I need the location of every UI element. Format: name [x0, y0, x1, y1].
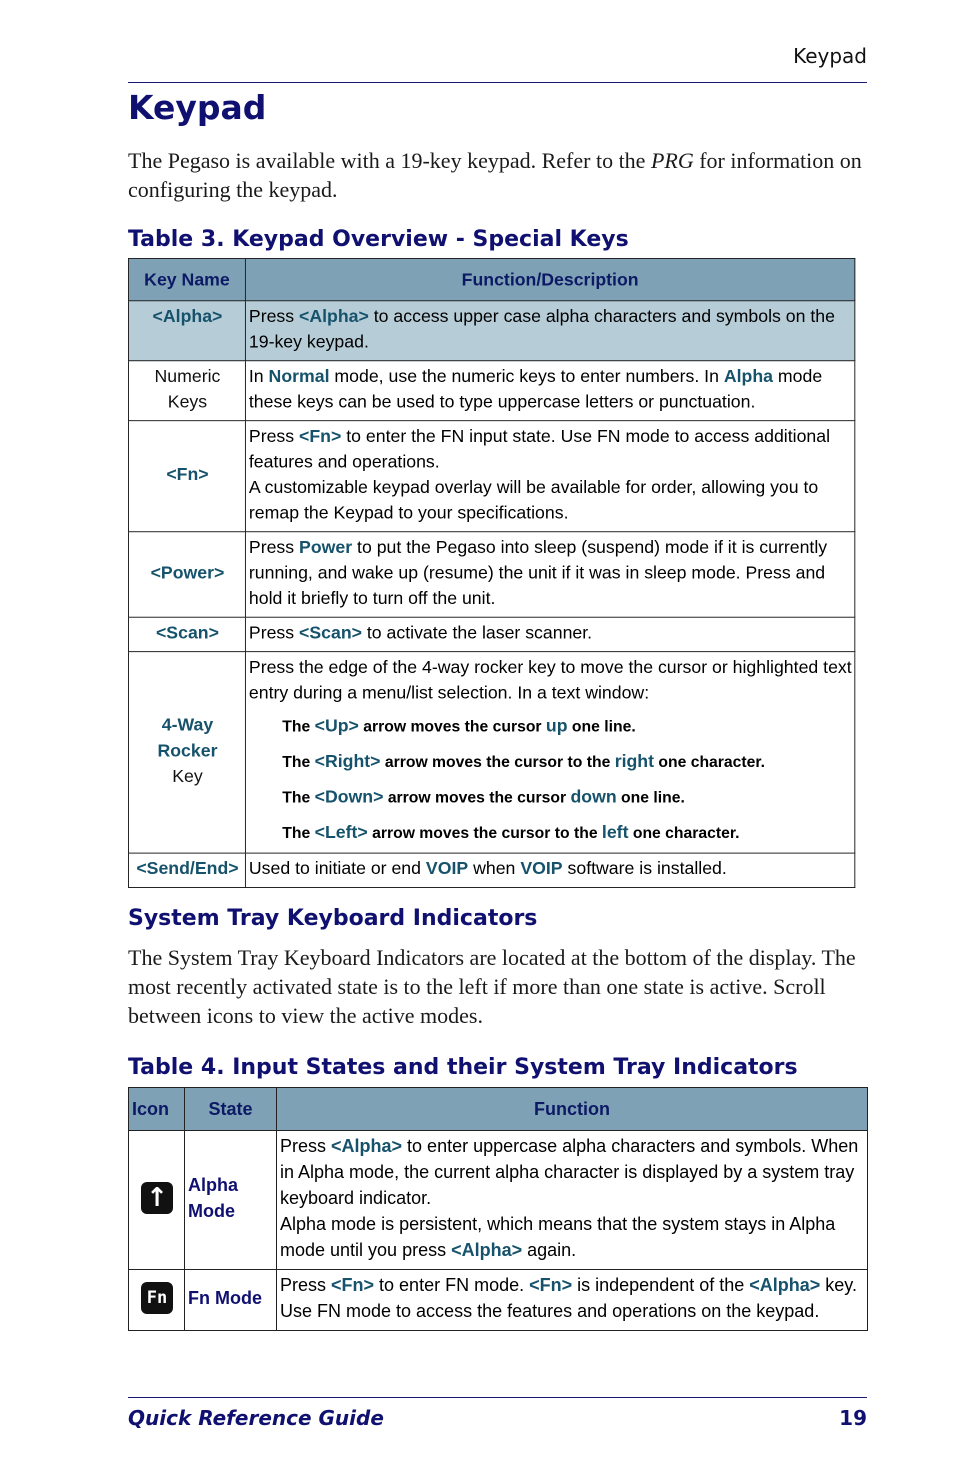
table-row [128, 853, 854, 887]
rocker-right: The <Right> arrow moves the cursor to the right one character. [282, 751, 766, 772]
fn-mode-icon: Fn [141, 1282, 173, 1314]
desc-numeric: In Normal mode, use the numeric keys to enter numbers. In Alpha mode these keys can be used to type uppercase letters or punctuation. [245, 361, 854, 421]
alpha-mode-icon: ↑ [141, 1182, 173, 1214]
table-header-row [128, 258, 854, 300]
desc-power: Press Power to put the Pegaso into sleep (suspend) mode if it is currently running, and wake up (resume) the unit if it was in sleep mode. Press and hold it briefly to turn off the unit. [245, 532, 854, 618]
rocker-up: The <Up> arrow moves the cursor up one line. [282, 716, 636, 736]
col-key-name: Key Name [128, 258, 245, 300]
rocker-left: The <Left> arrow moves the cursor to the left one character. [282, 822, 740, 842]
page-header [128, 40, 867, 83]
col-state: State [185, 1088, 277, 1131]
key-power: <Power> [128, 532, 245, 618]
function-alpha-mode: Press <Alpha> to enter uppercase alpha characters and symbols. When in Alpha mode, the current alpha character is displayed by a system tray keyboard indicator. Alpha mode is persistent, which means that the system stays in Alpha mode until you press <Alpha> again. [277, 1131, 868, 1270]
desc-alpha: Press <Alpha> to access upper case alpha characters and symbols on the 19-key keypad. [245, 301, 854, 361]
footer-guide-title: Quick Reference Guide [128, 1406, 384, 1430]
rocker-down: The <Down> arrow moves the cursor down one line. [282, 786, 685, 807]
page-title: Keypad [128, 88, 267, 127]
desc-scan: Press <Scan> to activate the laser scanner. [245, 617, 854, 651]
table-row [128, 301, 854, 361]
key-scan: <Scan> [128, 617, 245, 651]
table-row [128, 617, 854, 651]
table-header-row [129, 1088, 868, 1131]
intro-paragraph [128, 146, 873, 204]
systray-heading: System Tray Keyboard Indicators [128, 906, 538, 931]
table-row [128, 652, 854, 853]
desc-send-end: Used to initiate or end VOIP when VOIP software is installed. [245, 853, 854, 887]
intro-text: The Pegaso is available with a 19-key keypad. Refer to the [128, 148, 651, 173]
col-function: Function [277, 1088, 868, 1131]
col-function: Function/Description [245, 258, 854, 300]
state-fn-mode: Fn Mode [185, 1270, 277, 1331]
key-numeric: Numeric Keys [128, 361, 245, 421]
key-rocker: 4-Way Rocker Key [128, 652, 245, 853]
key-fn: <Fn> [128, 421, 245, 532]
keypad-table [128, 258, 855, 888]
prg-reference: PRG [650, 148, 694, 173]
fn-mode-icon-cell [129, 1270, 185, 1331]
desc-fn: Press <Fn> to enter the FN input state. Use FN mode to access additional features and operations. A customizable keypad overlay will be available for order, allowing you to remap the Keypad to your specifications. [245, 421, 854, 532]
table3-caption: Table 3. Keypad Overview - Special Keys [128, 227, 629, 252]
table-row [128, 421, 854, 532]
intro-text-end: for information on configuring the keypad. [128, 148, 862, 202]
table-row [128, 361, 854, 421]
page-footer [128, 1397, 867, 1430]
key-alpha: <Alpha> [128, 301, 245, 361]
table-row [129, 1270, 868, 1331]
desc-rocker: Press the edge of the 4-way rocker key to move the cursor or highlighted text entry during a menu/list selection. In a text window: The <Up> arrow moves the cursor up one line. The <Right> arrow moves the cursor to the right one character. The <Down> arrow moves the cursor down one line. The <Left> arrow moves the cursor to the left one character. [245, 652, 854, 853]
page-number: 19 [839, 1406, 867, 1430]
systray-paragraph: The System Tray Keyboard Indicators are located at the bottom of the display. The most recently activated state is to the left if more than one state is active. Scroll between icons to view the active modes. [128, 945, 856, 1028]
input-states-table [128, 1087, 868, 1331]
table-row [128, 532, 854, 618]
key-send-end: <Send/End> [128, 853, 245, 887]
state-alpha-mode: Alpha Mode [185, 1131, 277, 1270]
table-row [129, 1131, 868, 1270]
col-icon: Icon [129, 1088, 185, 1131]
table4-caption: Table 4. Input States and their System Tray Indicators [128, 1055, 798, 1080]
header-section-title: Keypad [793, 44, 867, 68]
alpha-mode-icon-cell [129, 1131, 185, 1270]
function-fn-mode: Press <Fn> to enter FN mode. <Fn> is independent of the <Alpha> key. Use FN mode to access the features and operations on the keypad. [277, 1270, 868, 1331]
